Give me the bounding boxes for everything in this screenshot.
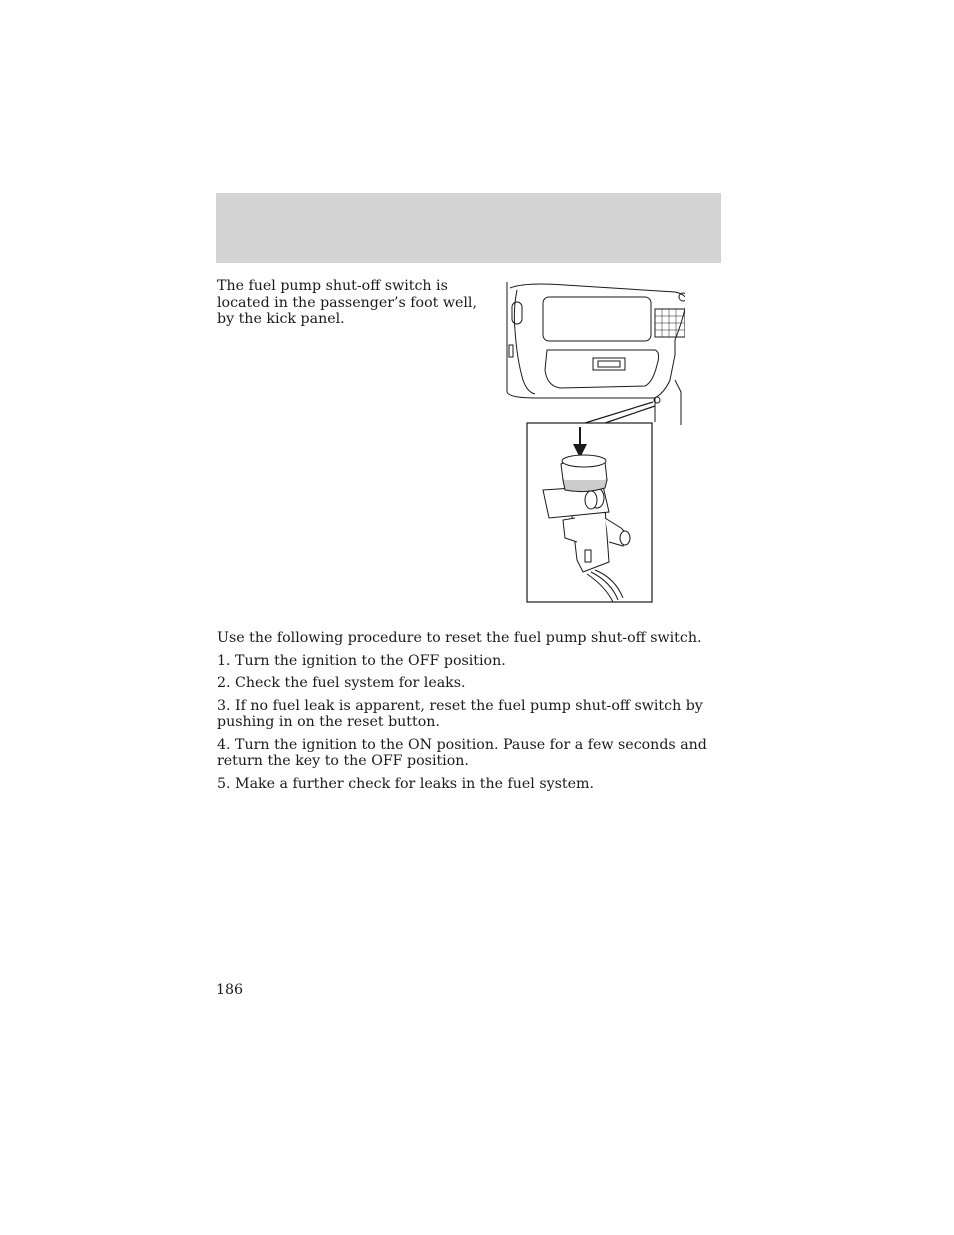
procedure-step-2: 2. Check the fuel system for leaks. [217,675,466,691]
page-number: 186 [216,982,244,998]
procedure-step-1: 1. Turn the ignition to the OFF position. [217,652,506,669]
leader-lines [585,402,655,423]
section-header-band [216,193,721,263]
procedure-step-3: 3. If no fuel leak is apparent, reset the fuel pump shut-off switch by pushing in on the reset button. [217,697,703,730]
dashboard-drawing [507,282,685,425]
procedure-lead: Use the following procedure to reset the fuel pump shut-off switch. [217,630,702,646]
fuel-pump-switch-illustration [505,280,685,605]
procedure-section [217,630,717,798]
intro-paragraph: The fuel pump shut-off switch is located in the passenger’s foot well, by the kick panel. [217,278,477,327]
procedure-step-4: 4. Turn the ignition to the ON position. Pause for a few seconds and return the key to the OFF position. [217,736,707,769]
procedure-step-5: 5. Make a further check for leaks in the fuel system. [217,775,594,792]
